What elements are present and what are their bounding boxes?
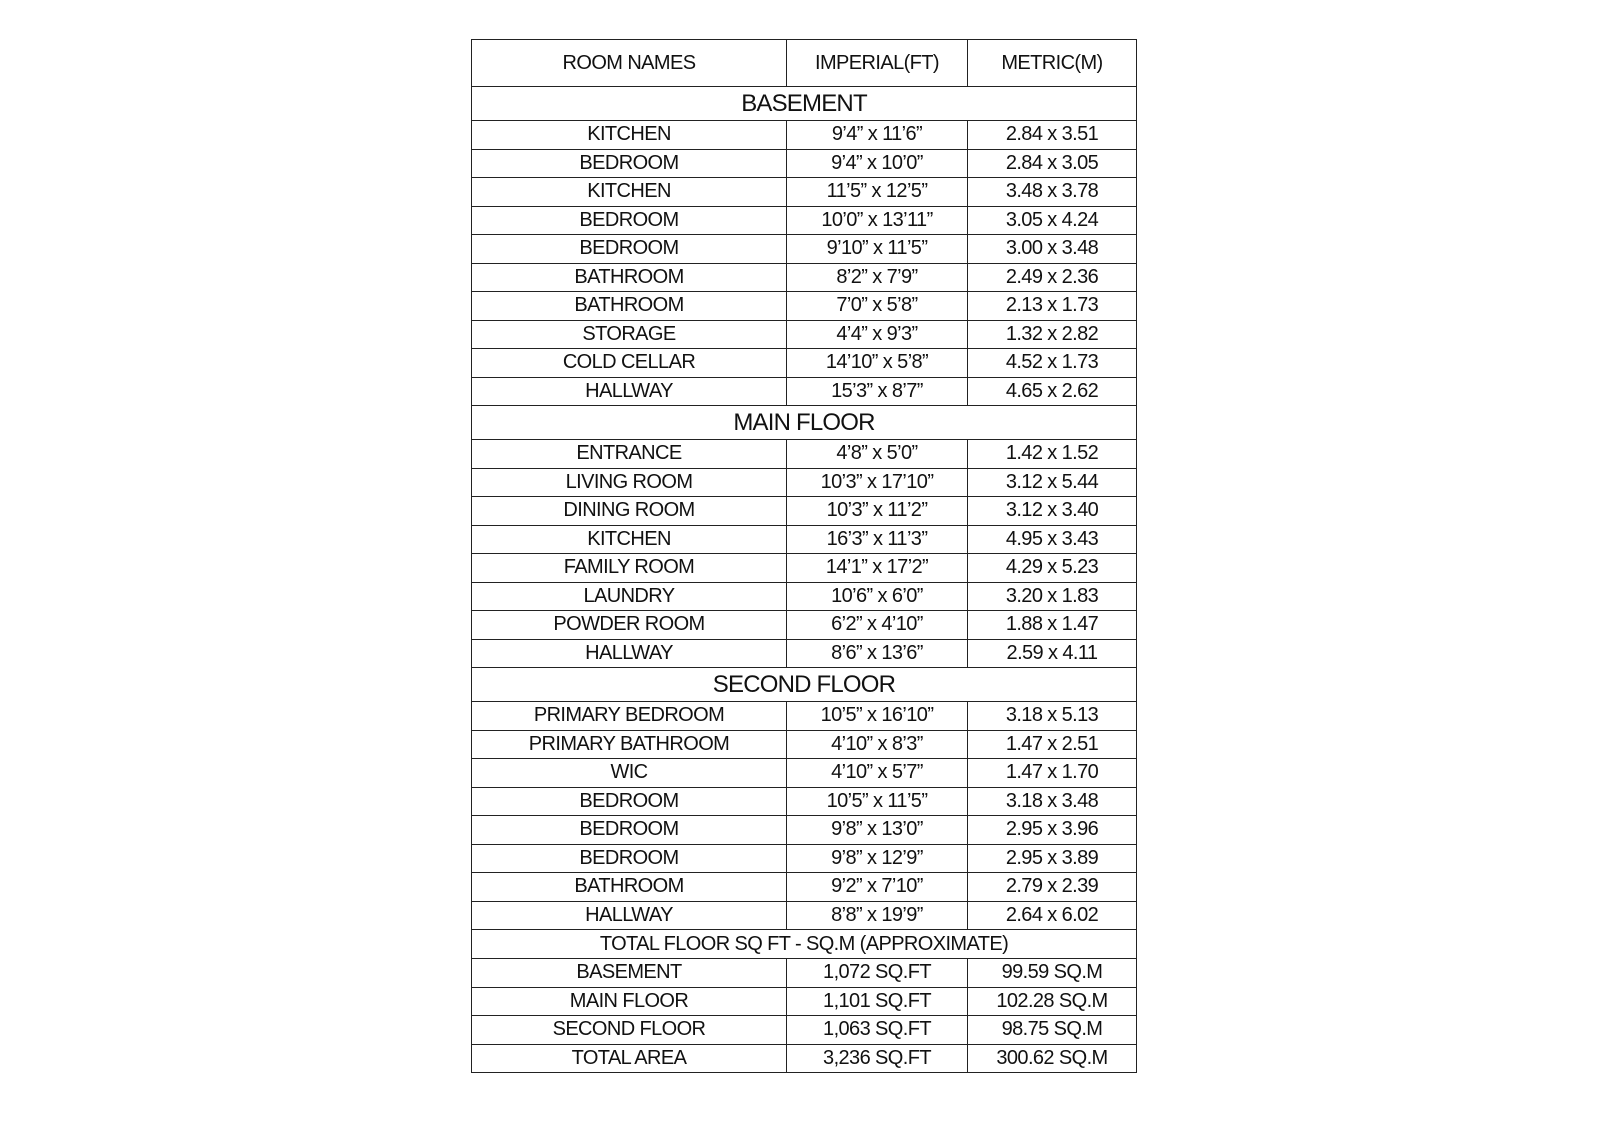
room-name: PRIMARY BEDROOM xyxy=(472,702,787,731)
room-imperial: 9’8” x 12’9” xyxy=(787,844,968,873)
room-imperial: 10’5” x 11’5” xyxy=(787,787,968,816)
total-metric: 98.75 SQ.M xyxy=(968,1016,1137,1045)
room-imperial: 6’2” x 4’10” xyxy=(787,611,968,640)
room-imperial: 10’6” x 6’0” xyxy=(787,582,968,611)
room-name: KITCHEN xyxy=(472,525,787,554)
section-title-main-floor: MAIN FLOOR xyxy=(472,406,1137,440)
table-row xyxy=(472,759,1137,788)
table-row xyxy=(472,730,1137,759)
room-metric: 2.64 x 6.02 xyxy=(968,901,1137,930)
room-metric: 3.18 x 5.13 xyxy=(968,702,1137,731)
room-metric: 3.18 x 3.48 xyxy=(968,787,1137,816)
room-imperial: 14’1” x 17’2” xyxy=(787,554,968,583)
room-name: HALLWAY xyxy=(472,377,787,406)
table-row xyxy=(472,702,1137,731)
room-metric: 3.20 x 1.83 xyxy=(968,582,1137,611)
room-imperial: 7’0” x 5’8” xyxy=(787,292,968,321)
room-imperial: 10’0” x 13’11” xyxy=(787,206,968,235)
table-row xyxy=(472,582,1137,611)
total-imperial: 1,072 SQ.FT xyxy=(787,959,968,988)
header-imperial: IMPERIAL(FT) xyxy=(787,40,968,87)
room-metric: 4.65 x 2.62 xyxy=(968,377,1137,406)
total-name: MAIN FLOOR xyxy=(472,987,787,1016)
total-name: TOTAL AREA xyxy=(472,1044,787,1073)
room-imperial: 8’8” x 19’9” xyxy=(787,901,968,930)
room-name: ENTRANCE xyxy=(472,440,787,469)
room-dimensions-table xyxy=(471,39,1137,1073)
table-row xyxy=(472,349,1137,378)
room-name: KITCHEN xyxy=(472,178,787,207)
table-row xyxy=(472,959,1137,988)
room-imperial: 10’3” x 11’2” xyxy=(787,497,968,526)
room-metric: 3.00 x 3.48 xyxy=(968,235,1137,264)
table-row xyxy=(472,121,1137,150)
section-main-floor-row xyxy=(472,406,1137,440)
totals-title-row xyxy=(472,930,1137,959)
room-name: BATHROOM xyxy=(472,873,787,902)
table-row xyxy=(472,611,1137,640)
room-imperial: 10’3” x 17’10” xyxy=(787,468,968,497)
room-name: BEDROOM xyxy=(472,235,787,264)
table-row xyxy=(472,1044,1137,1073)
table-row xyxy=(472,178,1137,207)
room-imperial: 9’10” x 11’5” xyxy=(787,235,968,264)
room-name: POWDER ROOM xyxy=(472,611,787,640)
room-imperial: 9’2” x 7’10” xyxy=(787,873,968,902)
room-imperial: 8’2” x 7’9” xyxy=(787,263,968,292)
header-metric: METRIC(M) xyxy=(968,40,1137,87)
room-name: FAMILY ROOM xyxy=(472,554,787,583)
room-imperial: 10’5” x 16’10” xyxy=(787,702,968,731)
total-imperial: 1,063 SQ.FT xyxy=(787,1016,968,1045)
room-imperial: 11’5” x 12’5” xyxy=(787,178,968,207)
table-row xyxy=(472,377,1137,406)
room-imperial: 9’8” x 13’0” xyxy=(787,816,968,845)
table-row xyxy=(472,263,1137,292)
room-metric: 1.47 x 2.51 xyxy=(968,730,1137,759)
room-name: STORAGE xyxy=(472,320,787,349)
room-metric: 3.48 x 3.78 xyxy=(968,178,1137,207)
total-name: SECOND FLOOR xyxy=(472,1016,787,1045)
room-name: PRIMARY BATHROOM xyxy=(472,730,787,759)
header-room-names: ROOM NAMES xyxy=(472,40,787,87)
table-row xyxy=(472,1016,1137,1045)
room-imperial: 4’8” x 5’0” xyxy=(787,440,968,469)
room-name: BEDROOM xyxy=(472,787,787,816)
table-row xyxy=(472,235,1137,264)
table-row xyxy=(472,468,1137,497)
room-name: LAUNDRY xyxy=(472,582,787,611)
room-metric: 1.42 x 1.52 xyxy=(968,440,1137,469)
totals-title: TOTAL FLOOR SQ FT - SQ.M (APPROXIMATE) xyxy=(472,930,1137,959)
room-imperial: 14’10” x 5’8” xyxy=(787,349,968,378)
total-metric: 99.59 SQ.M xyxy=(968,959,1137,988)
room-name: BATHROOM xyxy=(472,292,787,321)
table-row xyxy=(472,639,1137,668)
room-metric: 4.29 x 5.23 xyxy=(968,554,1137,583)
table-row xyxy=(472,525,1137,554)
section-second-floor-row xyxy=(472,668,1137,702)
table-row xyxy=(472,844,1137,873)
room-name: HALLWAY xyxy=(472,901,787,930)
room-name: BEDROOM xyxy=(472,206,787,235)
room-imperial: 8’6” x 13’6” xyxy=(787,639,968,668)
total-metric: 300.62 SQ.M xyxy=(968,1044,1137,1073)
room-metric: 2.84 x 3.05 xyxy=(968,149,1137,178)
room-name: BEDROOM xyxy=(472,844,787,873)
table-row xyxy=(472,497,1137,526)
room-metric: 1.88 x 1.47 xyxy=(968,611,1137,640)
room-metric: 2.84 x 3.51 xyxy=(968,121,1137,150)
table-row xyxy=(472,816,1137,845)
room-name: BEDROOM xyxy=(472,816,787,845)
section-title-second-floor: SECOND FLOOR xyxy=(472,668,1137,702)
room-imperial: 4’10” x 8’3” xyxy=(787,730,968,759)
room-metric: 2.13 x 1.73 xyxy=(968,292,1137,321)
room-name: DINING ROOM xyxy=(472,497,787,526)
table-row xyxy=(472,987,1137,1016)
room-metric: 3.12 x 3.40 xyxy=(968,497,1137,526)
total-imperial: 1,101 SQ.FT xyxy=(787,987,968,1016)
room-metric: 2.79 x 2.39 xyxy=(968,873,1137,902)
table-row xyxy=(472,901,1137,930)
table-row xyxy=(472,292,1137,321)
section-basement-row xyxy=(472,87,1137,121)
room-name: LIVING ROOM xyxy=(472,468,787,497)
total-name: BASEMENT xyxy=(472,959,787,988)
room-imperial: 9’4” x 10’0” xyxy=(787,149,968,178)
room-name: KITCHEN xyxy=(472,121,787,150)
table-row xyxy=(472,320,1137,349)
room-metric: 2.49 x 2.36 xyxy=(968,263,1137,292)
section-title-basement: BASEMENT xyxy=(472,87,1137,121)
room-metric: 3.05 x 4.24 xyxy=(968,206,1137,235)
total-imperial: 3,236 SQ.FT xyxy=(787,1044,968,1073)
room-metric: 1.47 x 1.70 xyxy=(968,759,1137,788)
room-name: WIC xyxy=(472,759,787,788)
table-row xyxy=(472,873,1137,902)
room-name: COLD CELLAR xyxy=(472,349,787,378)
room-metric: 4.95 x 3.43 xyxy=(968,525,1137,554)
room-name: HALLWAY xyxy=(472,639,787,668)
room-imperial: 9’4” x 11’6” xyxy=(787,121,968,150)
table-header-row xyxy=(472,40,1137,87)
total-metric: 102.28 SQ.M xyxy=(968,987,1137,1016)
room-metric: 3.12 x 5.44 xyxy=(968,468,1137,497)
room-imperial: 4’10” x 5’7” xyxy=(787,759,968,788)
room-metric: 2.95 x 3.89 xyxy=(968,844,1137,873)
room-imperial: 15’3” x 8’7” xyxy=(787,377,968,406)
room-metric: 2.59 x 4.11 xyxy=(968,639,1137,668)
room-metric: 1.32 x 2.82 xyxy=(968,320,1137,349)
table-row xyxy=(472,440,1137,469)
table-row xyxy=(472,554,1137,583)
room-imperial: 16’3” x 11’3” xyxy=(787,525,968,554)
room-imperial: 4’4” x 9’3” xyxy=(787,320,968,349)
table-row xyxy=(472,149,1137,178)
table-row xyxy=(472,787,1137,816)
room-name: BEDROOM xyxy=(472,149,787,178)
table-row xyxy=(472,206,1137,235)
room-metric: 2.95 x 3.96 xyxy=(968,816,1137,845)
room-name: BATHROOM xyxy=(472,263,787,292)
room-metric: 4.52 x 1.73 xyxy=(968,349,1137,378)
